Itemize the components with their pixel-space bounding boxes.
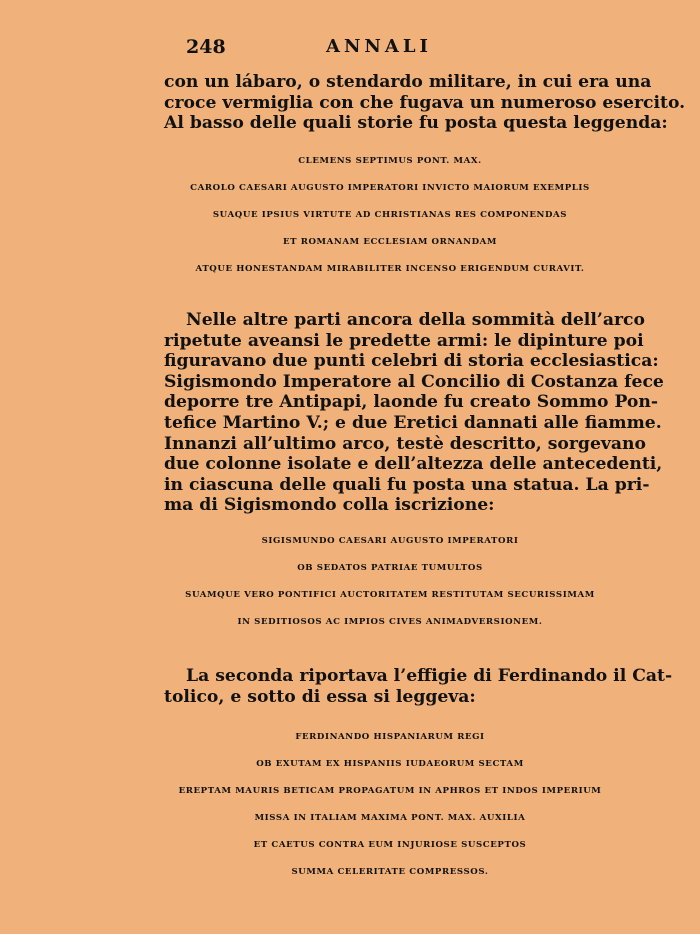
paragraph-3 bbox=[164, 666, 673, 707]
inscription-line: SUAQUE IPSIUS VIRTUTE AD CHRISTIANAS RES COMPONENDAS bbox=[212, 210, 568, 220]
inscription-line: SUMMA CELERITATE COMPRESSOS. bbox=[291, 867, 489, 877]
paragraph-1 bbox=[164, 72, 686, 134]
inscription-line: CLEMENS SEPTIMUS PONT. MAX. bbox=[298, 156, 482, 166]
inscription-line: CAROLO CAESARI AUGUSTO IMPERATORI INVICTO MAIORUM EXEMPLIS bbox=[190, 183, 590, 193]
inscription-line: OB EXUTAM EX HISPANIIS IUDAEORUM SECTAM bbox=[256, 759, 524, 769]
inscription-line: MISSA IN ITALIAM MAXIMA PONT. MAX. AUXILIA bbox=[254, 813, 526, 823]
inscription-1 bbox=[150, 148, 630, 283]
page-number: 248 bbox=[186, 36, 226, 58]
text-line: due colonne isolate e dell’altezza delle antecedenti, bbox=[164, 454, 663, 475]
inscription-line: EREPTAM MAURIS BETICAM PROPAGATUM IN APHROS ET INDOS IMPERIUM bbox=[178, 786, 602, 796]
text-line: Sigismondo Imperatore al Concilio di Costanza fece bbox=[164, 371, 664, 392]
running-title: ANNALI bbox=[326, 36, 432, 57]
text-line: Al basso delle quali storie fu posta questa leggenda: bbox=[164, 113, 668, 134]
inscription-line: OB SEDATOS PATRIAE TUMULTOS bbox=[297, 563, 483, 573]
text-line: ripetute aveansi le predette armi: le dipinture poi bbox=[164, 330, 644, 351]
text-line: tolico, e sotto di essa si leggeva: bbox=[164, 686, 476, 707]
inscription-line: SUAMQUE VERO PONTIFICI AUCTORITATEM RESTITUTAM SECURISSIMAM bbox=[185, 590, 595, 600]
inscription-line: ATQUE HONESTANDAM MIRABILITER INCENSO ERIGENDUM CURAVIT. bbox=[195, 264, 585, 274]
text-line: figuravano due punti celebri di storia ecclesiastica: bbox=[164, 351, 659, 372]
text-line: La seconda riportava l’effigie di Ferdinando il Cat- bbox=[186, 666, 673, 686]
inscription-3 bbox=[150, 724, 630, 886]
inscription-line: IN SEDITIOSOS AC IMPIOS CIVES ANIMADVERSIONEM. bbox=[237, 617, 543, 627]
text-line: tefice Martino V.; e due Eretici dannati alle fiamme. bbox=[164, 412, 662, 433]
inscription-line: SIGISMUNDO CAESARI AUGUSTO IMPERATORI bbox=[261, 536, 519, 546]
inscription-line: ET ROMANAM ECCLESIAM ORNANDAM bbox=[282, 237, 498, 247]
inscription-line: ET CAETUS CONTRA EUM INJURIOSE SUSCEPTOS bbox=[253, 840, 527, 850]
text-line: ma di Sigismondo colla iscrizione: bbox=[164, 495, 495, 516]
text-line: in ciascuna delle quali fu posta una statua. La pri- bbox=[164, 474, 650, 495]
inscription-line: FERDINANDO HISPANIARUM REGI bbox=[295, 732, 485, 742]
text-line: Nelle altre parti ancora della sommità dell’arco bbox=[186, 310, 645, 330]
text-line: Innanzi all’ultimo arco, testè descritto, sorgevano bbox=[164, 433, 646, 454]
text-line: con un lábaro, o stendardo militare, in cui era una bbox=[164, 72, 652, 92]
inscription-2 bbox=[150, 528, 630, 636]
text-line: croce vermiglia con che fugava un numeroso esercito. bbox=[164, 92, 686, 113]
page-header bbox=[186, 36, 626, 60]
paragraph-2 bbox=[164, 310, 664, 516]
text-line: deporre tre Antipapi, laonde fu creato Sommo Pon- bbox=[164, 392, 659, 413]
